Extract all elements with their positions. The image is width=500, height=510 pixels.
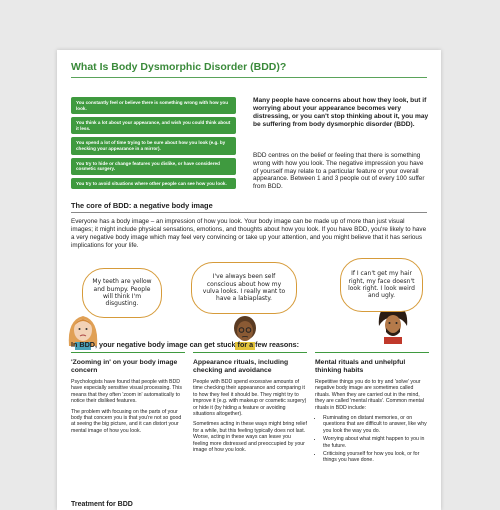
list-item: • Ruminating on distant memories, or on questions that are difficult to answer, like why you look the way you do. xyxy=(323,415,429,434)
ritual-list xyxy=(315,415,429,464)
column-paragraph: People with BDD spend excessive amounts of time checking their appearance and comparing it to how they feel it should be. They might try to improve it (e.g. with makeup or cosmetic surgery) or hide it (by hiding a feature or avoiding situations altogether). xyxy=(193,379,307,418)
stuck-heading: In BDD, your negative body image can get stuck for a few reasons: xyxy=(71,340,300,349)
column-paragraph: Repetitive things you do to try and 'solve' your negative body image are sometimes called rituals. When they are carried out in the mind, they are called 'mental rituals'. Common mental rituals in BDD include: xyxy=(315,379,424,411)
column-heading: 'Zooming in' on your body image concern xyxy=(71,359,178,374)
treatment-heading: Treatment for BDD xyxy=(71,501,133,508)
reasons-columns xyxy=(71,352,429,510)
speech-bubble: My teeth are yellow and bumpy. People will think I'm disgusting. xyxy=(82,268,162,318)
intro-lead: Many people have concerns about how they look, but if worrying about your appearance becomes very distressing, or you can't stop thinking about it, you may be suffering from body dysmorphic disorder (BDD). xyxy=(253,97,429,128)
list-item: • Criticising yourself for how you look, or for things you have done. xyxy=(323,451,429,464)
column-paragraph: The problem with focusing on the parts of your body that concern you is that you're not so good at seeing the big picture, and it can distort your mental image of how you look. xyxy=(71,408,182,434)
worksheet-page xyxy=(57,50,441,510)
symptom-item: You spend a lot of time trying to be sure about how you look (e.g. by checking your appearance in a mirror). xyxy=(71,137,236,154)
column-heading: Mental rituals and unhelpful thinking habits xyxy=(315,359,406,374)
symptom-item: You try to hide or change features you dislike, or have considered cosmetic surgery. xyxy=(71,158,236,175)
symptom-item: You think a lot about your appearance, and wish you could think about it less. xyxy=(71,117,236,134)
core-heading: The core of BDD: a negative body image xyxy=(71,201,213,210)
column-paragraph: Sometimes acting in these ways might bring relief for a while, but this feeling typically does not last. Worse, acting in these ways can leave you feeling more distressed and preoccupied by your image of how you look. xyxy=(193,421,307,454)
intro-body: BDD centres on the belief or feeling that there is something wrong with how you look. The negative impression you have of yourself may relate to a particular feature or your overall appearance. Between 1 and 3 people out of every 100 suffer from BDD. xyxy=(253,152,425,191)
reason-column xyxy=(71,352,185,510)
speech-bubble: If I can't get my hair right, my face doesn't look right. I look weird and ugly. xyxy=(340,258,423,312)
symptom-item: You constantly feel or believe there is something wrong with how you look. xyxy=(71,97,236,114)
core-body: Everyone has a body image – an impression of how you look. Your body image can be made up of more than just visual images; it might include physical sensations, emotions, and thoughts about how you look. If you have BDD, you're likely to have a very negative body image which may feel very convincing or take up your attention, and you might believe that it has serious implications for your life. xyxy=(71,218,427,249)
page-title: What Is Body Dysmorphic Disorder (BDD)? xyxy=(71,61,287,73)
list-item: • Worrying about what might happen to you in the future. xyxy=(323,436,429,449)
title-divider xyxy=(71,77,427,78)
speech-bubble: I've always been self conscious about how my vulva looks. I really want to have a labiaplasty. xyxy=(191,262,297,314)
reason-column xyxy=(315,352,429,510)
column-heading: Appearance rituals, including checking and avoidance xyxy=(193,359,289,374)
symptom-item: You try to avoid situations where other people can see how you look. xyxy=(71,178,236,190)
column-paragraph: Psychologists have found that people with BDD have especially sensitive visual processing. This means that they often 'zoom in' automatically to notice their disliked features. xyxy=(71,379,182,405)
symptom-list xyxy=(71,97,236,192)
reason-column xyxy=(193,352,307,510)
core-divider xyxy=(71,212,427,213)
